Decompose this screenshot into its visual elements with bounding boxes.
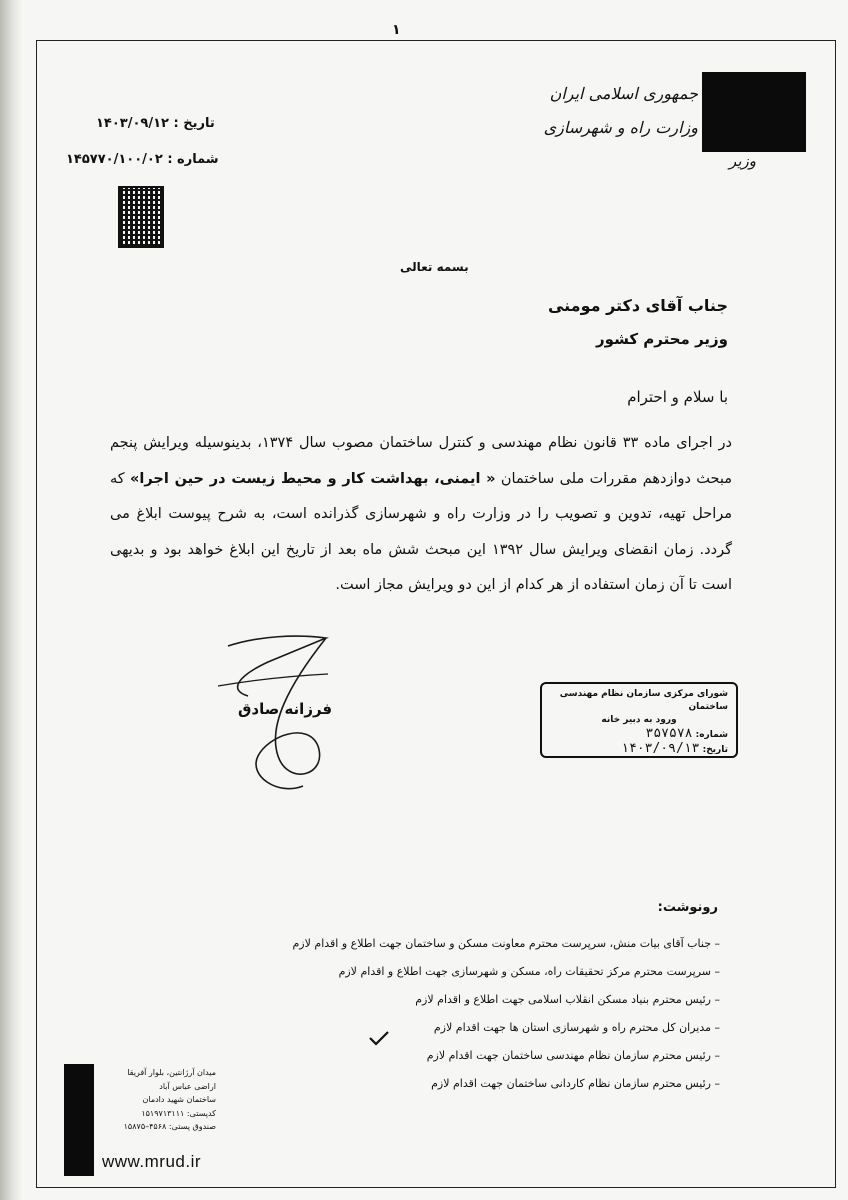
body-part-1: در اجرای ماده ۳۳ قانون نظام مهندسی و کنترل ساختمان مصوب سال ۱۳۷۴، بدینوسیله ویرایش پنجم مبحث دوازدهم مقررات ملی ساختمان [110,435,733,487]
footer-address [96,1066,216,1134]
address-line: میدان آرژانتین، بلوار آفریقا [127,1068,216,1077]
bismillah: بسمه تعالی [400,260,469,274]
stamp-number-row [550,727,728,742]
cc-list [160,930,720,1098]
letter-body [110,426,732,604]
stamp-date-value: ۱۴۰۳/۰۹/۱۳ [621,741,700,756]
stamp-number-label: شماره: [695,730,728,740]
number-label: شماره : [167,152,219,167]
addressee-name: جناب آقای دکتر مومنی [547,296,728,315]
address-line: اراضی عباس آباد [159,1081,216,1091]
scan-edge [0,0,22,1200]
website-link[interactable]: www.mrud.ir [102,1152,202,1171]
cc-item: – مدیران کل محترم راه و شهرسازی استان ها جهت اقدام لازم [433,1021,720,1034]
date-value: ۱۴۰۳/۰۹/۱۲ [96,116,169,131]
address-line: ساختمان شهید دادمان [142,1095,216,1104]
cc-heading: رونوشت: [657,900,718,915]
cc-item: – رئیس محترم سازمان نظام کاردانی ساختمان جهت اقدام لازم [431,1077,720,1090]
letter-date [96,116,215,131]
address-line: کدپستی: ۱۵۱۹۷۱۳۱۱۱ [141,1108,216,1118]
greeting: با سلام و احترام [627,388,728,406]
republic-heading: جمهوری اسلامی ایران [549,84,698,103]
ministry-heading: وزارت راه و شهرسازی [543,118,698,137]
stamp-date-row [550,742,728,757]
address-line: صندوق پستی: ۴۵۶۸–۱۵۸۷۵ [123,1122,216,1131]
redacted-emblem [702,72,806,152]
addressee-title: وزیر محترم کشور [596,330,728,348]
qr-code-icon [118,186,164,248]
date-label: تاریخ : [173,116,215,131]
body-regulation-title: « ایمنی، بهداشت کار و محیط زیست در حین اجرا» [130,470,496,487]
number-value: ۱۴۵۷۷۰/۱۰۰/۰۲ [66,152,163,167]
page-number-mark: ۱ [392,22,401,38]
minister-heading: وزیر [729,152,756,170]
footer-redacted-block [64,1064,94,1176]
letter-number [66,152,219,167]
stamp-organization: شورای مرکزی سازمان نظام مهندسی ساختمان [559,689,728,712]
stamp-date-label: تاریخ: [702,745,728,755]
cc-item: – رئیس محترم بنیاد مسکن انقلاب اسلامی جهت اطلاع و اقدام لازم [415,993,720,1006]
checkmark-icon [368,1030,390,1046]
stamp-department: ورود به دبیر خانه [601,715,677,725]
body-part-2: که مراحل تهیه، تدوین و تصویب را در وزارت راه و شهرسازی گذرانده است، به شرح پیوست ابلاغ می گردد. زمان انقضای ویرایش سال ۱۳۹۲ این مبحث شش ماه بعد از تاریخ این ابلاغ خواهد بود و بدیهی است تا آن زمان استفاده از هر کدام از این دو ویرایش مجاز است. [110,470,732,593]
cc-item: – رئیس محترم سازمان نظام مهندسی ساختمان جهت اقدام لازم [426,1049,720,1062]
signer-name: فرزانه صادق [238,700,333,718]
stamp-number-value: ۳۵۷۵۷۸ [645,726,693,741]
cc-item: – سرپرست محترم مرکز تحقیقات راه، مسکن و شهرسازی جهت اطلاع و اقدام لازم [338,965,720,978]
received-stamp [540,682,738,758]
cc-item: – جناب آقای بیات منش، سرپرست محترم معاونت مسکن و ساختمان جهت اطلاع و اقدام لازم [292,937,720,950]
